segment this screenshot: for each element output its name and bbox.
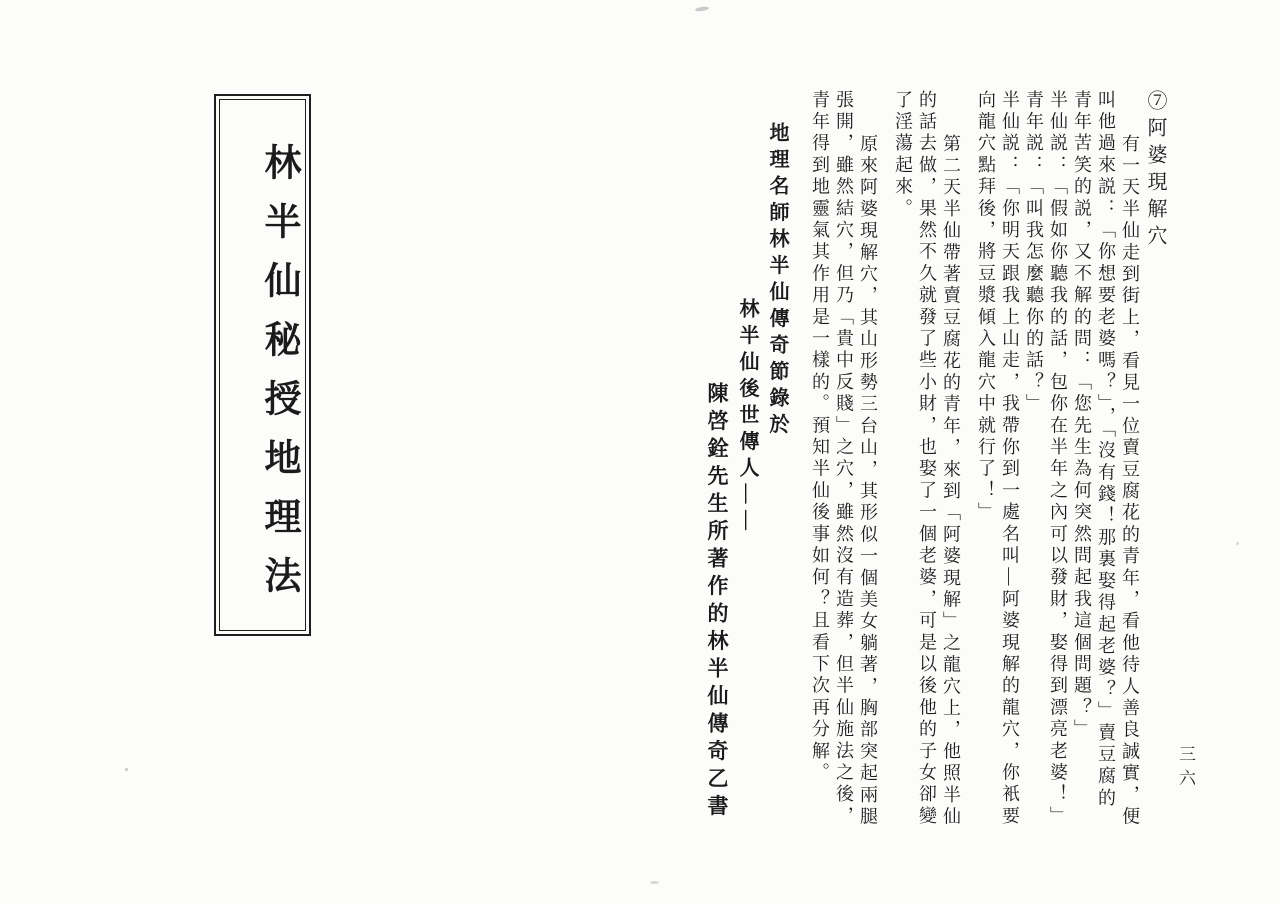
text-column: 原來阿婆現解穴，其山形勢三台山，其形似一個美女躺著，胸部突起兩腿	[858, 134, 878, 829]
text-column: 有一天半仙走到街上，看見一位賣豆腐花的青年，看他待人善良誠實，便	[1120, 134, 1140, 829]
book-title: 林半仙秘授地理法	[258, 143, 299, 615]
title-box-inner-border	[219, 99, 306, 631]
scan-artifact	[125, 768, 128, 771]
text-column: 青年説：「叫我怎麼聽你的話？」	[1024, 90, 1044, 416]
colophon-author-line: 陳啓銓先生所著作的林半仙傳奇乙書	[705, 382, 729, 822]
colophon-source-line: 地理名師林半仙傳奇節錄於	[766, 122, 788, 440]
story-text-block	[702, 90, 1168, 836]
title-box	[214, 94, 311, 636]
text-column: 叫他過來説：「你想要老婆嗎？」，「沒有錢！那裏娶得起老婆？」賣豆腐的	[1096, 90, 1116, 810]
text-column: 了淫蕩起來。	[893, 90, 913, 221]
text-column: 的話去做，果然不久就發了些小財，也娶了一個老婆，可是以後他的子女卻變	[917, 90, 937, 828]
scan-artifact	[1236, 542, 1239, 545]
colophon-successor-line: 林半仙後世傳人——	[736, 298, 758, 537]
text-column: 張開，雖然結穴，但乃「貴中反賤」之穴，雖然沒有造葬，但半仙施法之後，	[834, 90, 854, 828]
text-column: 青年苦笑的説，又不解的問：「您先生為何突然問起我這個問題？」	[1072, 90, 1092, 741]
text-column: 青年得到地靈氣其作用是一樣的。預知半仙後事如何？且看下次再分解。	[810, 90, 830, 785]
page-number: 三六	[1176, 745, 1195, 793]
text-column: 向龍穴點拜後，將豆漿傾入龍穴中就行了！」	[976, 90, 996, 524]
text-column: 半仙説：「假如你聽我的話，包你在半年之內可以發財，娶得到漂亮老婆！」	[1048, 90, 1068, 828]
text-column: 半仙説：「你明天跟我上山走，我帶你到一處名叫—阿婆現解的龍穴，你衹要	[1000, 90, 1020, 828]
text-column: 第二天半仙帶著賣豆腐花的青年，來到「阿婆現解」之龍穴上，他照半仙	[941, 134, 961, 829]
scan-artifact	[650, 881, 659, 884]
scan-artifact	[695, 6, 709, 12]
section-header: ⑦阿婆現解穴	[1144, 90, 1166, 252]
